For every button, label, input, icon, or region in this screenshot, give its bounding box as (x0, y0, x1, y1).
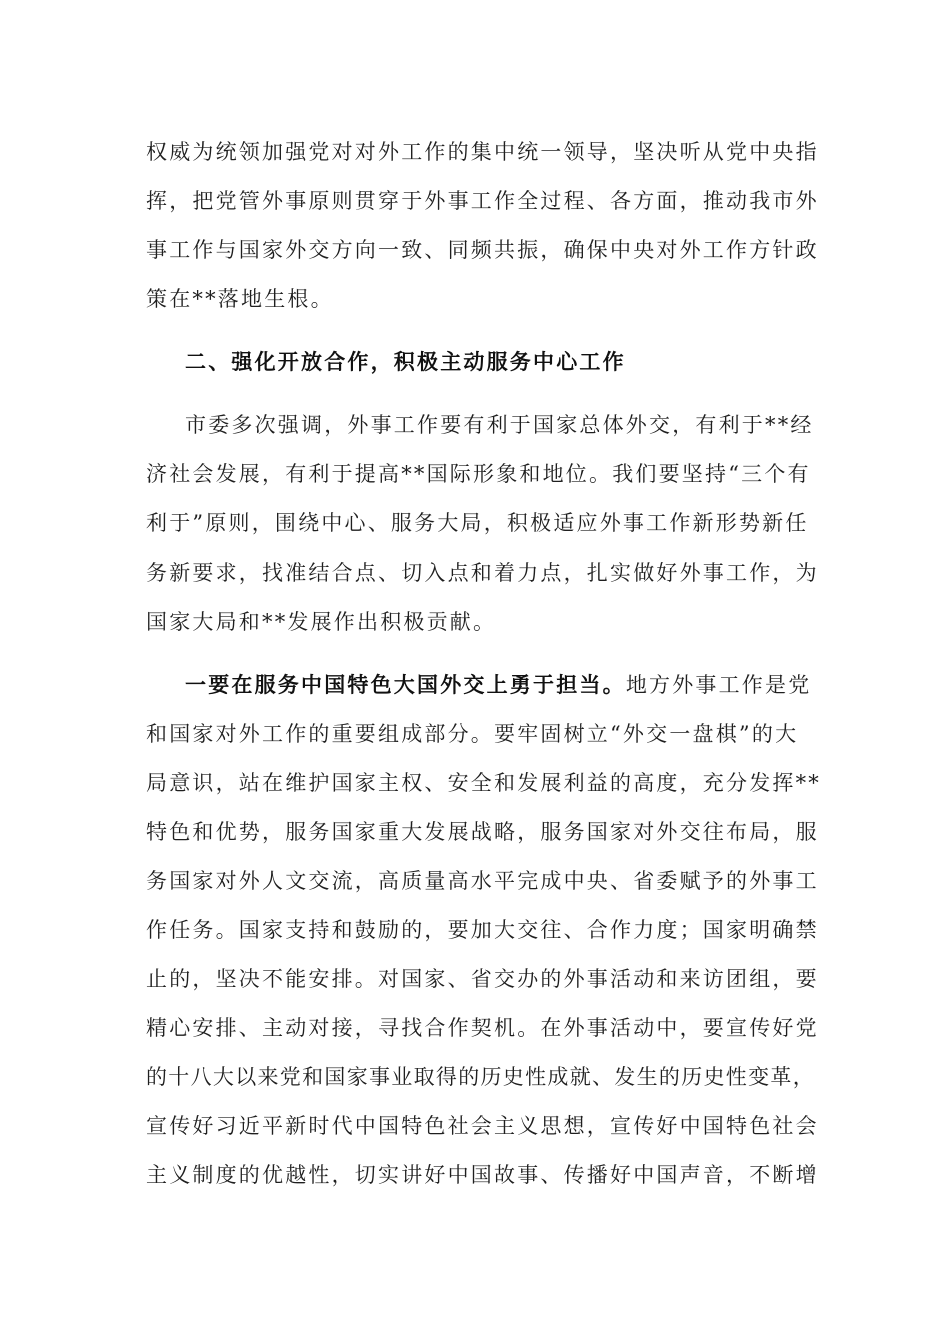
section-heading-2: 二、强化开放合作，积极主动服务中心工作 (185, 350, 626, 374)
paragraph-3-line-1 (185, 670, 811, 700)
paragraph-2-line-5: 国家大局和**发展作出积极贡献。 (146, 610, 497, 634)
paragraph-2-line-1: 市委多次强调，外事工作要有利于国家总体外交，有利于**经 (185, 413, 814, 437)
paragraph-1-line-2: 挥，把党管外事原则贯穿于外事工作全过程、各方面，推动我市外 (146, 189, 819, 213)
paragraph-3-line-6: 作任务。国家支持和鼓励的，要加大交往、合作力度；国家明确禁 (146, 918, 819, 942)
paragraph-1-line-3: 事工作与国家外交方向一致、同频共振，确保中央对外工作方针政 (146, 238, 819, 262)
paragraph-3-line-3: 局意识，站在维护国家主权、安全和发展利益的高度，充分发挥** (146, 771, 821, 795)
paragraph-1-line-4: 策在**落地生根。 (146, 287, 334, 311)
paragraph-3-lead: 一要在服务中国特色大国外交上勇于担当。 (185, 673, 626, 697)
paragraph-2-line-2: 济社会发展，有利于提高**国际形象和地位。我们要坚持“三个有 (146, 462, 811, 486)
paragraph-2-line-3: 利于”原则，围绕中心、服务大局，积极适应外事工作新形势新任 (146, 511, 809, 535)
paragraph-3-line-4: 特色和优势，服务国家重大发展战略，服务国家对外交往布局，服 (146, 820, 819, 844)
paragraph-3-line-9: 的十八大以来党和国家事业取得的历史性成就、发生的历史性变革， (146, 1065, 815, 1089)
paragraph-3-line-10: 宣传好习近平新时代中国特色社会主义思想，宣传好中国特色社会 (146, 1114, 819, 1138)
paragraph-3-line-1-rest: 地方外事工作是党 (625, 673, 812, 697)
paragraph-1-line-1: 权威为统领加强党对对外工作的集中统一领导，坚决听从党中央指 (146, 140, 819, 164)
paragraph-3-line-11: 主义制度的优越性，切实讲好中国故事、传播好中国声音，不断增 (146, 1163, 819, 1187)
paragraph-2-line-4: 务新要求，找准结合点、切入点和着力点，扎实做好外事工作，为 (146, 561, 819, 585)
paragraph-3-line-5: 务国家对外人文交流，高质量高水平完成中央、省委赋予的外事工 (146, 869, 819, 893)
paragraph-3-line-8: 精心安排、主动对接，寻找合作契机。在外事活动中，要宣传好党 (146, 1016, 819, 1040)
paragraph-3-line-7: 止的，坚决不能安排。对国家、省交办的外事活动和来访团组，要 (146, 967, 819, 991)
paragraph-3-line-2: 和国家对外工作的重要组成部分。要牢固树立“外交一盘棋”的大 (146, 722, 799, 746)
